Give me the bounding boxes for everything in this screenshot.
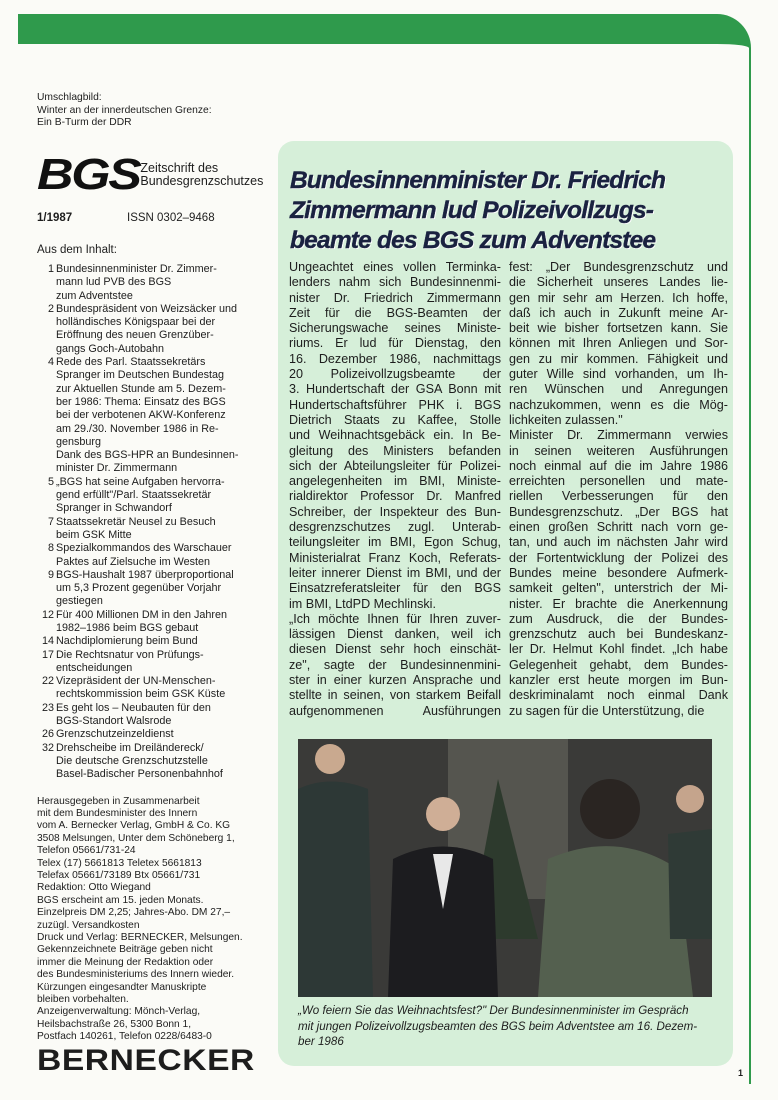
toc-title: BGS-Haushalt 1987 überproportional — [56, 568, 234, 581]
article-text-line: beit wie bisher fortsetzen kann. Sie — [509, 321, 728, 336]
toc-title: Nachdiplomierung beim Bund — [56, 635, 198, 648]
toc-title-line: entscheidungen — [56, 661, 133, 674]
article-title-line: beamte des BGS zum Adventstee — [290, 227, 656, 254]
article-text-line: und Weihnachtsgebäck ein. In Be- — [289, 428, 501, 443]
article-text-line: im BMI, LtdPD Mechlinski. — [289, 596, 436, 611]
article-text-line: Schreiber, der Inspekteur des Bun- — [289, 504, 501, 519]
article-text-line: gen zu mir kommen. Fähigkeit und — [509, 351, 728, 366]
toc-page-number: 8 — [47, 542, 54, 555]
toc-title: Staatssekretär Neusel zu Besuch — [56, 515, 216, 528]
masthead-subtitle: Bundesgrenzschutzes — [140, 173, 264, 188]
article-text-line: zum Ausdruck, die der Bundes- — [509, 611, 728, 626]
article-text-line: ster in einer kurzen Ansprache und — [289, 673, 501, 688]
toc-title: Drehscheibe im Dreiländereck/ — [56, 741, 204, 754]
toc-page-number: 4 — [47, 356, 54, 369]
toc-item — [37, 635, 267, 648]
toc-page-number: 9 — [47, 568, 54, 581]
bgs-logo: BGS — [37, 149, 140, 199]
imprint-line: Telefon 05661/731-24 — [37, 845, 136, 857]
article-text-line: gen mir sehr am Herzen. Ich hoffe, — [509, 290, 728, 305]
toc-title-line: 1982–1986 beim BGS gebaut — [56, 621, 199, 634]
toc-title: Vizepräsident der UN-Menschen- — [56, 675, 216, 688]
article-text-line: lichkeiten zulassen." — [509, 412, 623, 427]
toc-page-number: 5 — [47, 475, 54, 488]
imprint-line: zuzügl. Versandkosten — [37, 919, 140, 931]
article-text-line: guter Wille sind vorhanden, um Ih- — [509, 367, 728, 382]
toc-item — [37, 263, 267, 276]
toc-item — [37, 609, 267, 622]
article-text-line: lenders nahm sich Bundesinnenmi- — [289, 275, 501, 290]
imprint-line: vom A. Bernecker Verlag, GmbH & Co. KG — [37, 820, 231, 832]
toc-title-line: gangs Goch-Autobahn — [56, 342, 165, 355]
toc-page-number: 26 — [41, 728, 54, 741]
article-text-line: Zeit für die BGS-Beamten der — [289, 305, 501, 320]
imprint-line: Heilsbachstraße 26, 5300 Bonn 1, — [37, 1018, 192, 1030]
article-text-line: 16. Dezember 1986, nachmittags — [289, 351, 501, 366]
toc-page-number: 32 — [41, 741, 54, 754]
cover-note-line: Umschlagbild: — [37, 92, 102, 103]
masthead-subtitle: Zeitschrift des — [140, 160, 219, 175]
article-text-line: Einsatzreferatsleiter für den BGS — [289, 581, 501, 596]
toc-title-line: gestiegen — [56, 595, 103, 608]
article-text-line: Hundertschaftsführer PHK i. BGS — [289, 397, 501, 412]
article-text-line: samkeit gelten", unterstrich der Mi- — [509, 581, 728, 596]
toc-title-line: Basel-Badischer Personenbahnhof — [56, 768, 223, 781]
article-text-line: die Sicherheit unseres Landes lie- — [509, 275, 728, 290]
article-text-line: teilungsleiter im BMI, Egon Schug, — [289, 535, 501, 550]
imprint-line: 3508 Melsungen, Unter dem Schöneberg 1, — [37, 832, 235, 844]
toc-title: Die Rechtsnatur von Prüfungs- — [56, 648, 204, 661]
article-text-line: riums. Er lud für Dienstag, den — [289, 336, 501, 351]
toc-title: „BGS hat seine Aufgaben hervorra- — [56, 475, 225, 488]
imprint — [37, 796, 267, 1044]
left-column — [37, 92, 267, 1076]
toc-title-line: beim GSK Mitte — [56, 528, 132, 541]
imprint-line: BGS erscheint am 15. jeden Monats. — [37, 894, 204, 906]
article-text-line: stellte in seinen, von starkem Beifall — [289, 688, 501, 703]
article-text-line: Sicherungswache seines Ministe- — [289, 321, 501, 336]
toc-item — [37, 476, 267, 489]
toc-page-number: 23 — [41, 701, 54, 714]
article-photo — [298, 739, 712, 997]
article-text-line: nister Dr. Friedrich Zimmermann — [289, 290, 501, 305]
toc-item — [37, 516, 267, 529]
imprint-line: Anzeigenverwaltung: Mönch-Verlag, — [37, 1006, 201, 1018]
toc-page-number: 2 — [47, 302, 54, 315]
article-text-line: fest: „Der Bundesgrenzschutz und — [509, 260, 728, 274]
toc-heading: Aus dem Inhalt: — [37, 244, 117, 257]
toc-item — [37, 569, 267, 582]
article-text-line: erreichten personellen und mate- — [509, 474, 728, 489]
toc-page-number: 14 — [41, 635, 54, 648]
toc-item — [37, 542, 267, 555]
imprint-line: des Bundesministeriums des Innern wieder. — [37, 969, 235, 981]
toc-item — [37, 675, 267, 688]
issue-number: 1/1987 — [37, 211, 73, 224]
toc-item — [37, 649, 267, 662]
cover-note — [37, 92, 267, 130]
article-text-line: riellen Verbesserungen für den — [509, 489, 728, 504]
article-title-line: Bundesinnenminister Dr. Friedrich — [290, 167, 666, 194]
article-text-line: grenzschutz auch bei Bundeskanz- — [509, 627, 728, 642]
toc-title-line: am 29./30. November 1986 in Re- — [56, 422, 219, 435]
article-text-line: Gelegenheit gehabt, dem Bundes- — [509, 657, 728, 672]
article-column-2 — [509, 260, 728, 719]
cover-note-line: Ein B-Turm der DDR — [37, 117, 132, 129]
article-text-line: einen großen Schritt nach vorn ge- — [509, 520, 728, 535]
imprint-line: Redaktion: Otto Wiegand — [37, 882, 151, 894]
toc-page-number: 7 — [47, 515, 54, 528]
article-text-line: gleitung des Ministers befanden — [289, 443, 501, 458]
imprint-line: Druck und Verlag: BERNECKER, Melsungen. — [37, 932, 243, 944]
imprint-line: Telefax 05661/73189 Btx 05661/731 — [37, 869, 201, 881]
article-text-line: 20 Polizeivollzugsbeamte der — [289, 367, 501, 382]
article-text-line: aufgenommenen Ausführungen — [289, 703, 501, 718]
toc-item — [37, 742, 267, 755]
toc-title: Für 400 Millionen DM in den Jahren — [56, 608, 228, 621]
article-text-line: sich der Abteilungsleiter für Polizei- — [289, 458, 501, 473]
masthead — [37, 149, 267, 199]
article-text-line: der Fortentwicklung der Polizei des — [509, 550, 728, 565]
bernecker-logo: BERNECKER — [37, 1043, 255, 1077]
article-text-line: Minister Dr. Zimmermann verwies — [509, 428, 728, 443]
toc-title-line: Paktes auf Zielsuche im Westen — [56, 555, 211, 568]
imprint-line: Einzelpreis DM 2,25; Jahres-Abo. DM 27,– — [37, 907, 231, 919]
article-text-line: „Ich möchte Ihnen für Ihren zuver- — [289, 611, 501, 626]
toc-title: Grenzschutzeinzeldienst — [56, 728, 174, 741]
imprint-line: immer die Meinung der Redaktion oder — [37, 956, 214, 968]
toc-title: Bundespräsident von Weizsäcker und — [56, 302, 238, 315]
article-column-1 — [289, 260, 501, 719]
imprint-line: Gekennzeichnete Beiträge geben nicht — [37, 944, 213, 956]
article-text-line: diesen Dienst sehr hoch einschät- — [289, 642, 501, 657]
caption-line: ber 1986 — [298, 1035, 344, 1048]
article-text-line: rialdirektor Professor Dr. Manfred — [289, 489, 501, 504]
article-text-line: Ungeachtet eines vollen Terminka- — [289, 260, 501, 274]
imprint-line: Kürzungen eingesandter Manuskripte — [37, 981, 207, 993]
imprint-line: Herausgegeben in Zusammenarbeit — [37, 795, 200, 807]
toc-title-line: Die deutsche Grenzschutzstelle — [56, 754, 208, 767]
toc-page-number: 22 — [41, 675, 54, 688]
article-text-line: ler Dr. Helmut Kohl findet. „Ich habe — [509, 642, 728, 657]
toc-title-line: mann lud PVB des BGS — [56, 276, 172, 289]
issn: ISSN 0302–9468 — [127, 211, 215, 224]
page-number: 1 — [738, 1068, 744, 1078]
article-text-line: daß ich auch in Zukunft meine Ar- — [509, 305, 728, 320]
toc-title-line: Dank des BGS-HPR an Bundesinnen- — [56, 449, 239, 462]
toc-title-line: Eröffnung des neuen Grenzüber- — [56, 329, 214, 342]
article-title-line: Zimmermann lud Polizeivollzugs- — [290, 197, 654, 224]
photo-caption — [298, 1003, 718, 1050]
article-text-line: noch einmal auf die im Jahre 1986 — [509, 458, 728, 473]
imprint-line: mit dem Bundesminister des Innern — [37, 807, 198, 819]
article-text-line: kanzler erst heute morgen im Bun- — [509, 673, 728, 688]
article-text-line: tan, und auch im nächsten Jahr wird — [509, 535, 728, 550]
toc-title-line: gensburg — [56, 435, 102, 448]
article-text-line: in seinen weiteren Ausführungen — [509, 443, 728, 458]
article-text-line: deskriminalamt noch einmal Dank — [509, 688, 728, 703]
toc-title-line: Spranger in Schwandorf — [56, 502, 172, 515]
toc-title-line: ber 1986: Thema: Einsatz des BGS — [56, 395, 226, 408]
article-text-line: Ministerialrat Franz Koch, Referats- — [289, 550, 501, 565]
article-text-line: angelegenheiten im BMI, Ministe- — [289, 474, 501, 489]
toc-title-line: zur Aktuellen Stunde am 5. Dezem- — [56, 382, 226, 395]
article-text-line: leiter innerer Dienst im BMI, und der — [289, 565, 501, 580]
article-text-line: desgrenzschutzes zugl. Unterab- — [289, 520, 501, 535]
article-text-line: können mit Ihren Anliegen und Sor- — [509, 336, 728, 351]
imprint-line: Telex (17) 5661813 Teletex 5661813 — [37, 857, 202, 869]
article-text-line: lässigen Dienst danken, weil ich — [289, 627, 501, 642]
toc-title: Es geht los – Neubauten für den — [56, 701, 211, 714]
article-text-line: ren Wünschen und Anregungen — [509, 382, 728, 397]
imprint-line: Postfach 140261, Telefon 0228/6483-0 — [37, 1031, 212, 1043]
toc-title-line: holländisches Königspaar bei der — [56, 316, 216, 329]
toc-page-number: 17 — [41, 648, 54, 661]
imprint-line: bleiben vorbehalten. — [37, 994, 129, 1006]
article-text-line: ze", sagte der Bundesinnenmini- — [289, 657, 501, 672]
toc-title-line: um 5,3 Prozent gegenüber Vorjahr — [56, 582, 222, 595]
toc-title: Spezialkommandos des Warschauer — [56, 542, 232, 555]
toc-title-line: gend erfüllt"/Parl. Staatssekretär — [56, 489, 212, 502]
cover-note-line: Winter an der innerdeutschen Grenze: — [37, 104, 212, 116]
article-text-line: Dietrich Staats zu Kaffee, Stolle — [289, 412, 501, 427]
article-text-line: 3. Hundertschaft der GSA Bonn mit — [289, 382, 501, 397]
toc-page-number: 1 — [47, 262, 54, 275]
toc-item — [37, 702, 267, 715]
toc-title: Rede des Parl. Staatssekretärs — [56, 356, 206, 369]
toc-title-line: BGS-Standort Walsrode — [56, 715, 172, 728]
table-of-contents — [37, 263, 267, 782]
toc-title: Bundesinnenminister Dr. Zimmer- — [56, 262, 217, 275]
article-text-line: nachzukommen, wenn es die Mög- — [509, 397, 728, 412]
caption-line: „Wo feiern Sie das Weihnachtsfest?" Der Bundesinnenminister im Gespräch — [298, 1004, 689, 1017]
toc-title-line: minister Dr. Zimmermann — [56, 462, 178, 475]
article-text-line: nister. Er brachte die Anerkennung — [509, 596, 728, 611]
article-title — [290, 166, 730, 256]
article-text-line: Bundes meine besondere Aufmerk- — [509, 565, 728, 580]
toc-title-line: zum Adventstee — [56, 289, 133, 302]
article-text-line: Bundesgrenzschutz. „Der BGS hat — [509, 504, 728, 519]
toc-item — [37, 728, 267, 741]
toc-title-line: Spranger im Deutschen Bundestag — [56, 369, 225, 382]
toc-page-number: 12 — [41, 608, 54, 621]
toc-title-line: rechtskommission beim GSK Küste — [56, 688, 226, 701]
article-text-line: zu sagen für die Unterstützung, die — [509, 703, 705, 718]
caption-line: mit jungen Polizeivollzugsbeamten des BGS beim Adventstee am 16. Dezem- — [298, 1019, 698, 1033]
toc-item — [37, 356, 267, 369]
toc-title-line: bei der verbotenen AKW-Konferenz — [56, 409, 226, 422]
toc-item — [37, 303, 267, 316]
